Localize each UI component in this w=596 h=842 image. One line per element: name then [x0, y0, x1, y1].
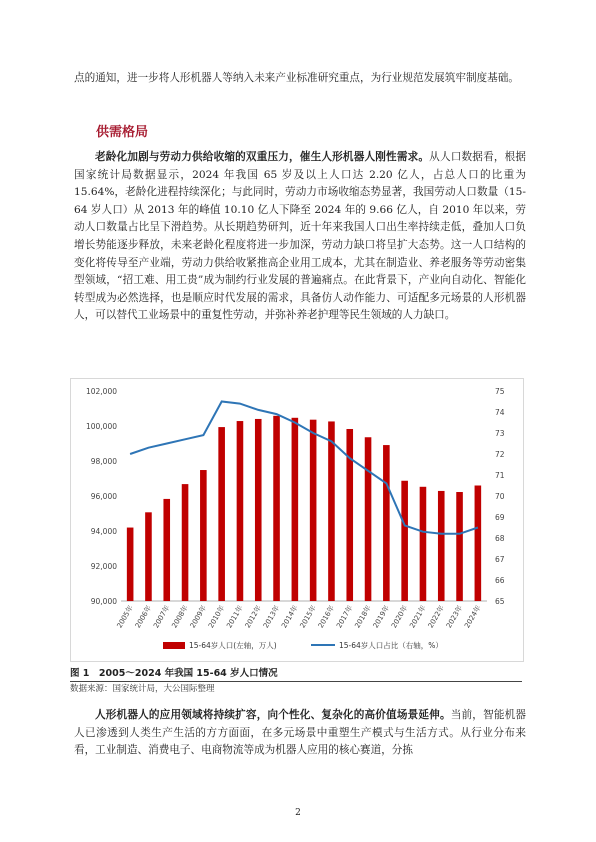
bar: [383, 445, 390, 601]
bar: [163, 499, 170, 601]
y-left-tick-label: 98,000: [90, 457, 117, 466]
y-right-tick-label: 73: [495, 429, 505, 438]
x-tick-label: 2007年: [152, 604, 172, 630]
y-right-tick-label: 74: [495, 408, 505, 417]
x-tick-label: 2014年: [280, 604, 300, 630]
y-left-tick-label: 102,000: [85, 387, 117, 396]
y-left-tick-label: 100,000: [85, 422, 117, 431]
x-tick-label: 2024年: [463, 604, 483, 630]
x-tick-label: 2017年: [335, 604, 355, 630]
x-tick-label: 2011年: [225, 604, 245, 630]
bar: [420, 487, 427, 601]
legend-bar-swatch: [163, 642, 185, 649]
bar: [456, 492, 463, 601]
intro-paragraph: 点的通知，进一步将人形机器人等纳入未来产业标准研究重点，为行业规范发展筑牢制度基础。: [74, 72, 519, 84]
y-right-tick-label: 67: [495, 555, 505, 564]
x-tick-label: 2022年: [426, 604, 446, 630]
y-right-tick-label: 68: [495, 534, 505, 543]
x-tick-label: 2012年: [243, 604, 263, 630]
y-left-tick-label: 90,000: [90, 597, 117, 606]
figure-caption: 图 1 2005～2024 年我国 15-64 岁人口情况: [70, 665, 522, 682]
paragraph-lead: 老龄化加剧与劳动力供给收缩的双重压力，催生人形机器人刚性需求。: [95, 151, 430, 163]
x-tick-label: 2005年: [115, 604, 135, 630]
y-left-tick-label: 96,000: [90, 492, 117, 501]
bar: [127, 528, 134, 601]
y-right-tick-label: 69: [495, 513, 505, 522]
paragraph-body: 当前，智能机器人已渗透到人类生产生活的方方面面，在多元场景中重塑生产模式与生活方式。从行业分布来看，工业制造、消费电子、电商物流等成为机器人应用的核心赛道，分拣: [74, 709, 527, 757]
supply-demand-paragraph: [74, 149, 526, 325]
x-tick-label: 2013年: [261, 604, 282, 630]
y-right-tick-label: 66: [495, 576, 505, 585]
x-tick-label: 2018年: [353, 604, 373, 630]
bar: [200, 470, 207, 601]
population-chart: [71, 379, 523, 661]
x-tick-label: 2023年: [444, 604, 465, 630]
x-tick-label: 2016年: [316, 604, 337, 630]
bar: [145, 512, 152, 601]
x-tick-label: 2006年: [133, 604, 154, 630]
paragraph-body: 从人口数据看，根据国家统计局数据显示，2024 年我国 65 岁及以上人口达 2.20 亿人，占总人口的比重为 15.64%，老龄化进程持续深化；与此同时，劳动力市场收缩态势显著，我国劳动人口数量（15-64 岁人口）从 2013 年的峰值 10.10 亿人下降至 2024 年的 9.66 亿人，自 2010 年以来，劳动人口数量占比呈下滑趋势。从长期趋势研判，近十年来我国人口出生率持续走低，叠加人口负增长势能逐步释放，未来老龄化程度将进一步加深，劳动力缺口将呈扩大态势。这一人口结构的变化将传导至产业端，劳动力供给收紧推高企业用工成本，尤其在制造业、养老服务等劳动密集型领域，“招工难、用工贵”成为制约行业发展的普遍痛点。在此背景下，产业向自动化、智能化转型成为必然选择，也是顺应时代发展的需求，具备仿人动作能力、可适配多元场景的人形机器人，可以替代工业场景中的重复性劳动，并弥补养老护理等民生领域的人力缺口。: [74, 151, 527, 322]
bar: [237, 421, 244, 601]
x-tick-label: 2021年: [408, 604, 428, 630]
bar: [273, 416, 280, 601]
x-tick-label: 2015年: [298, 604, 318, 630]
application-paragraph: [74, 707, 526, 760]
paragraph-lead: 人形机器人的应用领域将持续扩容，向个性化、复杂化的高价值场景延伸。: [95, 709, 451, 721]
figure-source: 数据来源：国家统计局，大公国际整理: [70, 684, 215, 694]
page-number: 2: [295, 808, 301, 818]
y-right-tick-label: 75: [495, 387, 505, 396]
x-tick-label: 2020年: [390, 604, 410, 630]
y-left-tick-label: 92,000: [90, 562, 117, 571]
legend-bar-label: 15-64岁人口(左轴，万人): [189, 641, 277, 650]
bar: [310, 420, 317, 601]
bar: [438, 491, 445, 601]
bar: [475, 486, 482, 602]
bar: [218, 427, 225, 601]
legend-line-label: 15-64岁人口占比（右轴，%）: [339, 641, 443, 650]
x-tick-label: 2008年: [170, 604, 190, 630]
bar: [365, 437, 372, 601]
bar: [401, 481, 408, 601]
y-right-tick-label: 70: [495, 492, 505, 501]
x-tick-label: 2019年: [371, 604, 392, 630]
x-tick-label: 2009年: [188, 604, 209, 630]
section-heading: 供需格局: [96, 125, 149, 140]
bar: [292, 418, 299, 601]
y-left-tick-label: 94,000: [90, 527, 117, 536]
y-right-tick-label: 71: [495, 471, 505, 480]
bar: [328, 421, 335, 601]
x-tick-label: 2010年: [207, 604, 227, 630]
bar: [255, 419, 262, 601]
bar: [182, 484, 189, 601]
figure-chart: [70, 378, 524, 662]
y-right-tick-label: 65: [495, 597, 505, 606]
y-right-tick-label: 72: [495, 450, 505, 459]
